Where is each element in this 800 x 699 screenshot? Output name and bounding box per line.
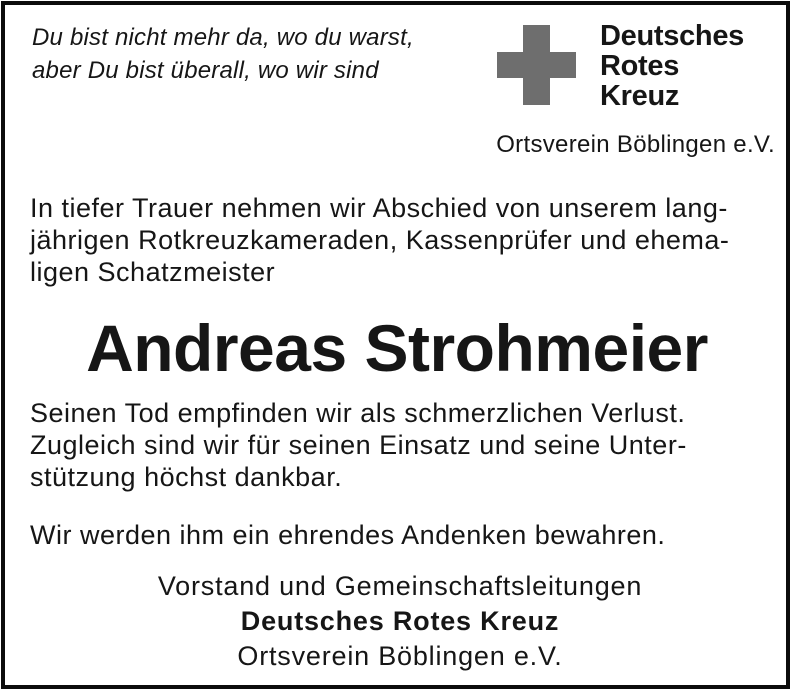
signature-block — [0, 569, 800, 674]
quote-line-1: Du bist nicht mehr da, wo du warst, — [32, 24, 414, 51]
quote-line-2: aber Du bist überall, wo wir sind — [32, 57, 379, 84]
logo-wordmark — [600, 21, 744, 111]
intro-line-3: ligen Schatzmeister — [30, 257, 276, 287]
tribute-paragraph — [30, 397, 687, 493]
logo-wordmark-line-3: Kreuz — [600, 80, 680, 112]
logo-wordmark-line-1: Deutsches — [600, 20, 744, 52]
logo-wordmark-line-2: Rotes — [600, 50, 680, 82]
signature-chapter: Ortsverein Böblingen e.V. — [237, 641, 563, 671]
signature-role: Vorstand und Gemeinschaftsleitungen — [157, 571, 643, 601]
deceased-name: Andreas Strohmeier — [86, 311, 708, 385]
tribute-line-2: Zugleich sind wir für seinen Einsatz und seine Unter- — [30, 430, 687, 460]
signature-org: Deutsches Rotes Kreuz — [240, 606, 560, 636]
tribute-line-3: stützung höchst dankbar. — [30, 462, 343, 492]
memorial-quote — [32, 21, 414, 87]
remembrance-line: Wir werden ihm ein ehrendes Andenken bewahren. — [30, 520, 666, 550]
obituary-intro — [30, 192, 729, 288]
intro-line-1: In tiefer Trauer nehmen wir Abschied von unserem lang- — [30, 193, 728, 223]
intro-line-2: jährigen Rotkreuzkameraden, Kassenprüfer und ehema- — [30, 225, 730, 255]
logo-subtitle: Ortsverein Böblingen e.V. — [496, 131, 775, 158]
red-cross-icon — [497, 25, 576, 105]
tribute-line-1: Seinen Tod empfinden wir als schmerzlichen Verlust. — [30, 398, 686, 428]
cross-horizontal-bar — [497, 52, 576, 78]
